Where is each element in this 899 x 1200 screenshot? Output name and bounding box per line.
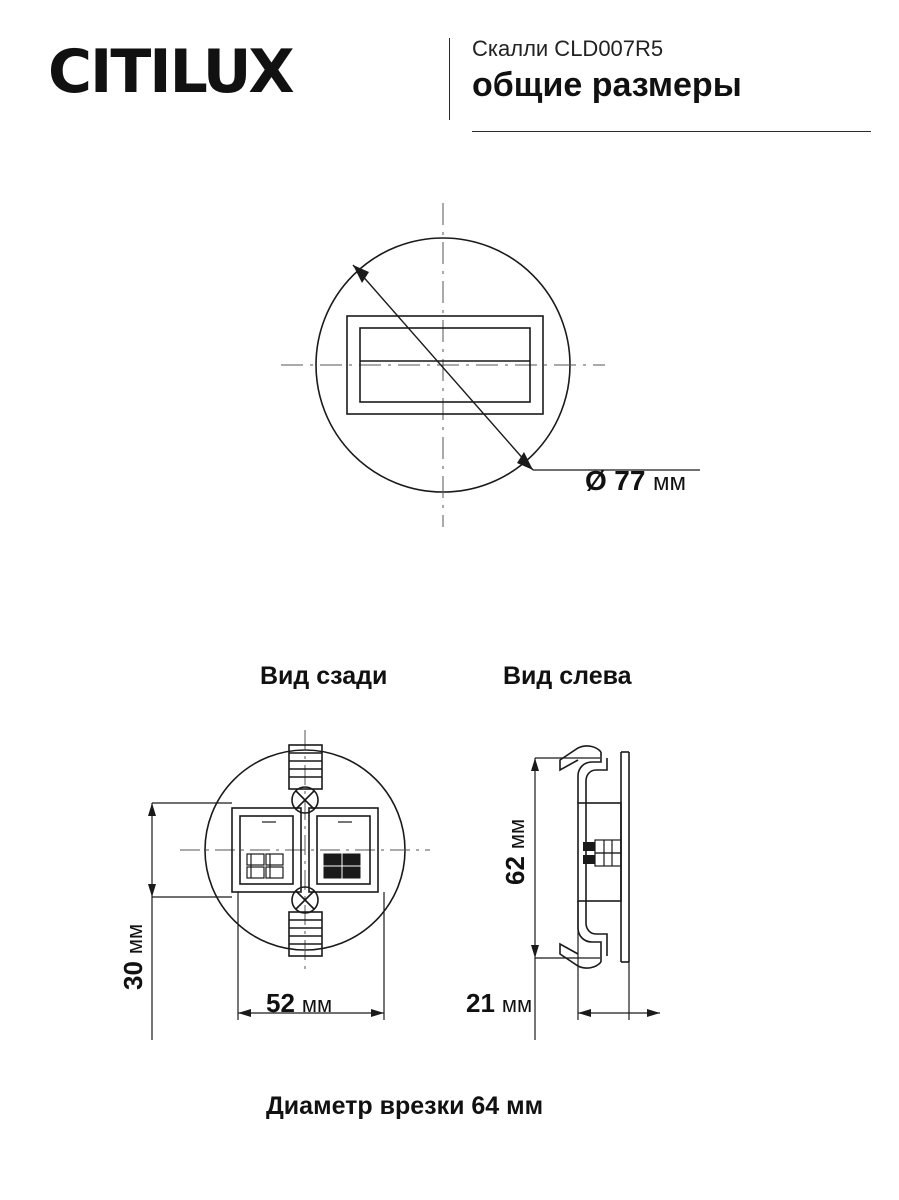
page-title: общие размеры	[472, 66, 742, 104]
back-view-centerlines	[180, 730, 430, 975]
back-view-width-value: 52	[266, 988, 295, 1018]
back-view-height-dimension	[148, 803, 232, 1040]
front-view-diameter-label	[585, 465, 686, 497]
back-view-width-label	[266, 988, 332, 1019]
left-view-width-label	[466, 988, 532, 1019]
page-header	[0, 0, 899, 140]
left-view-profile	[560, 746, 629, 968]
model-name: Скалли CLD007R5	[472, 36, 664, 61]
left-view-terminal-detail	[583, 840, 621, 866]
header-vertical-divider	[449, 38, 450, 120]
back-view-height-unit: мм	[122, 923, 147, 955]
brand-logo-part-citi: CITI	[48, 37, 170, 107]
back-view-height-value: 30	[118, 961, 148, 990]
back-view-connector-right	[324, 854, 360, 878]
left-view-height-dimension	[531, 758, 600, 1040]
left-view-width-dimension	[578, 901, 660, 1020]
front-view-diameter-unit: мм	[652, 469, 686, 496]
back-view-caption: Вид сзади	[260, 662, 388, 690]
left-view-height-label	[500, 819, 531, 885]
back-view-height-label	[118, 924, 149, 990]
back-view-connector-left	[247, 854, 283, 878]
front-view-diameter-symbol: Ø	[585, 465, 607, 496]
back-view-width-unit: мм	[301, 992, 333, 1017]
drawing-canvas	[0, 140, 899, 1200]
header-horizontal-rule	[472, 131, 871, 132]
brand-logo	[48, 37, 292, 107]
left-view-width-value: 21	[466, 988, 495, 1018]
technical-drawing	[0, 140, 899, 1200]
brand-logo-part-lux: LUX	[169, 37, 292, 107]
left-view-height-value: 62	[500, 856, 530, 885]
left-view-caption: Вид слева	[503, 662, 632, 690]
front-view-diameter-value: 77	[614, 465, 646, 496]
left-view-width-unit: мм	[501, 992, 533, 1017]
front-view-centerlines	[281, 203, 605, 527]
cutout-diameter-note: Диаметр врезки 64 мм	[266, 1092, 544, 1120]
title-block	[472, 36, 872, 106]
left-view-height-unit: мм	[504, 818, 529, 850]
